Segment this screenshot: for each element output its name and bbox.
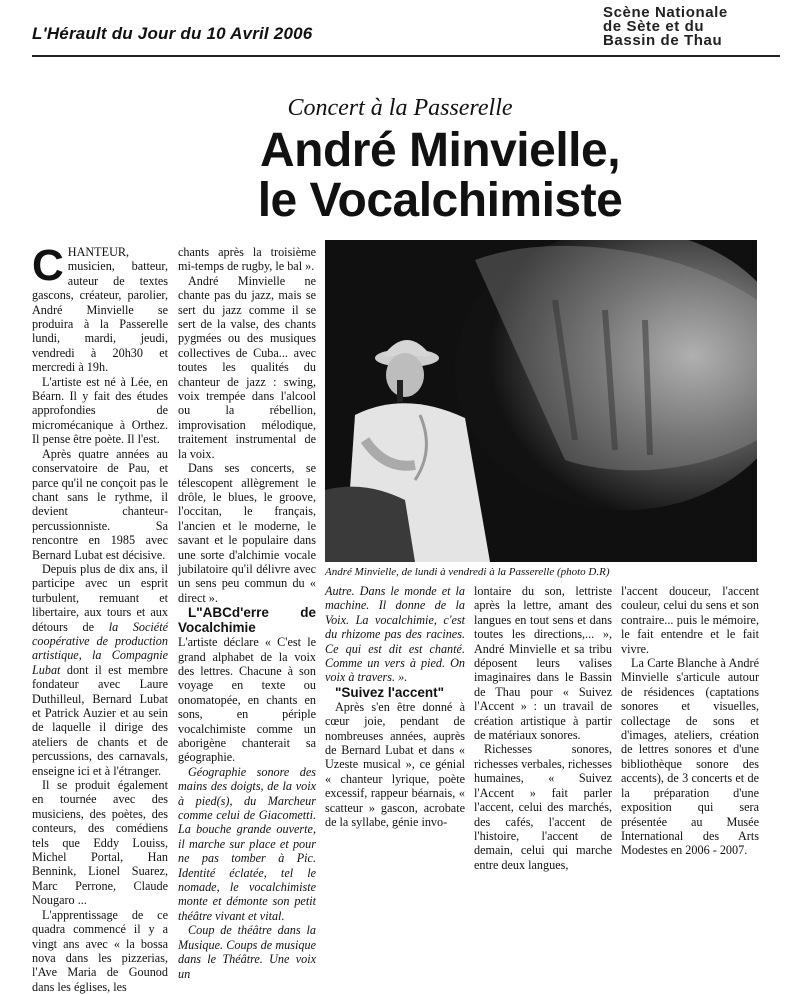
paragraph: l'accent douceur, l'accent couleur, celui du sens et son contraire... puis le mémoire, le fait entendre et le fait vivre.: [621, 584, 759, 656]
paragraph: L'artiste déclare « C'est le grand alphabet de la voix des lettres. Chacune à son voyage en texte ou onomatopée, en chants en sons, en périple vocalchimiste comme un aborigène chanterait sa géographie.: [178, 635, 316, 765]
paragraph-text: HANTEUR, musicien, batteur, auteur de textes gascons, créateur, parolier, André Minvielle se produira à la Passerelle lundi, mardi, jeudi, vendredi à 20h30 et mercredi à 19h.: [32, 245, 168, 375]
article-title: [120, 126, 760, 226]
paragraph: Dans ses concerts, se télescopent allègrement le drôle, le blues, le groove, l'occitan, le français, l'ancien et le moderne, le savant et le populaire dans une sorte d'alchimie vocale jubilatoire qu'il délivre avec un sens peu commun du « direct ».: [178, 461, 316, 605]
section-heading: L"ABCd'erre de Vocalchimie: [178, 605, 316, 636]
paragraph: André Minvielle ne chante pas du jazz, mais se sert du jazz comme il se sert de la valse, des chants pygmées ou des musiques collectives de Cuba... avec toutes les qualités du chanteur de jazz : swing, voix trempée dans l'alcool ou la rébellion, improvisation mélodique, traitement instrumental de la voix.: [178, 273, 316, 461]
paragraph: [32, 562, 168, 778]
paragraph: lontaire du son, lettriste après la lettre, amant des langues en tout sens et dans toutes les directions,... », André Minvielle et sa tribu déposent leurs valises imaginaires dans le Bassin de Thau pour « Suivez l'Accent » : un travail de création artistique à partir de matériaux sonores.: [474, 584, 612, 743]
singer-photo-illustration: [325, 240, 757, 562]
concert-photo: [325, 240, 757, 562]
paragraph: Richesses sonores, richesses verbales, richesses humaines, « Suivez l'Accent » fait parler l'accent, celui des marchés, des cafés, l'accent de l'histoire, l'accent de demain, celui qui marche entre deux langues,: [474, 742, 612, 872]
paragraph: Autre. Dans le monde et la machine. Il donne de la Voix. La vocalchimie, c'est du rhizome pas des racines. Ce qui est dit est chanté. Comme un vers à pied. On voix à travers. ».: [325, 584, 465, 685]
paragraph: L'apprentissage de ce quadra commencé il y a vingt ans avec « la bossa nova dans les pizzerias, l'Ave Maria de Gounod dans les églises, les: [32, 907, 168, 994]
paragraph: Coup de théâtre dans la Musique. Coups de musique dans le Théâtre. Une voix un: [178, 923, 316, 981]
title-line-2: le Vocalchimiste: [257, 174, 623, 227]
title-line-1: André Minvielle,: [259, 124, 621, 177]
paragraph-text: dont il est membre fondateur avec Laure Duthilleul, Bernard Lubat et Patrick Auzier et au sein de laquelle il dirige des ateliers de chants et de percussions, des carnavals, enseigne ici et à l'étranger.: [32, 662, 168, 778]
paragraph: Géographie sonore des mains des doigts, de la voix à pied(s), du Marcheur comme celui de Giacometti. La bouche grande ouverte, il marche sur place et pour ne pas tomber à Pic. Identité éclatée, tel le nomade, le vocalchimiste monte et démonte son petit théâtre vivant et vital.: [178, 764, 316, 923]
paragraph: La Carte Blanche à André Minvielle s'articule autour de résidences (captations sonores et visuelles, collectage de sons et d'images, ateliers, création de lettres sonores et d'une bibliothèque sonore des accents), de 3 concerts et de la préparation d'une exposition qui sera présentée au Musée International des Arts Modestes en 2006 - 2007.: [621, 656, 759, 858]
venue-logo: [603, 6, 778, 48]
paragraph: Il se produit également en tournée avec des musiciens, des poètes, des conteurs, des comédiens tels que Eddy Louiss, Michel Portal, Han Bennink, Lionel Suarez, Marc Perrone, Claude Nougaro ...: [32, 778, 168, 908]
article-kicker: Concert à la Passerelle: [287, 95, 513, 121]
company-name: la Société coopérative de production artistique, la Compagnie Lubat: [32, 619, 169, 677]
section-heading: "Suivez l'accent": [335, 684, 445, 700]
header-rule: [32, 55, 780, 57]
article-column-1: [32, 241, 169, 994]
article-column-3: [325, 584, 465, 830]
article-column-5: [621, 584, 759, 858]
paragraph: chants après la troisième mi-temps de rugby, le bal ».: [178, 245, 316, 274]
paragraph: Après s'en être donné à cœur joie, pendant de nombreuses années, auprès de Bernard Lubat et dans « Uzeste musical », ce génial « chanteur lyrique, poète excessif, rappeur béarnais, « scatteur » gascon, acrobate de la syllabe, génie invo-: [325, 699, 465, 830]
paragraph: Après quatre années au conservatoire de Pau, et parce qu'il ne conçoit pas le chant sans le rythme, il devient chanteur-percussionniste. Sa rencontre en 1985 avec Bernard Lubat est décisive.: [32, 446, 168, 562]
article-column-2: [178, 245, 316, 981]
drop-cap: C: [32, 241, 64, 290]
newspaper-masthead: L'Hérault du Jour du 10 Avril 2006: [32, 24, 313, 43]
paragraph: [32, 241, 168, 375]
article-column-4: [474, 584, 612, 872]
venue-logo-line-3: Bassin de Thau: [603, 32, 723, 49]
paragraph-text: Depuis plus de dix ans, il participe avec un esprit turbulent, remuant et libertaire, aux tours et aux détours de: [32, 561, 168, 634]
venue-logo-line-2: de Sète et du: [603, 18, 705, 35]
photo-caption: André Minvielle, de lundi à vendredi à la Passerelle (photo D.R): [325, 566, 610, 578]
paragraph: L'artiste est né à Lée, en Béarn. Il y fait des études approfondies de micromécanique à Orthez. Il pense être poète. Il l'est.: [32, 374, 168, 447]
venue-logo-line-1: Scène Nationale: [603, 4, 728, 21]
